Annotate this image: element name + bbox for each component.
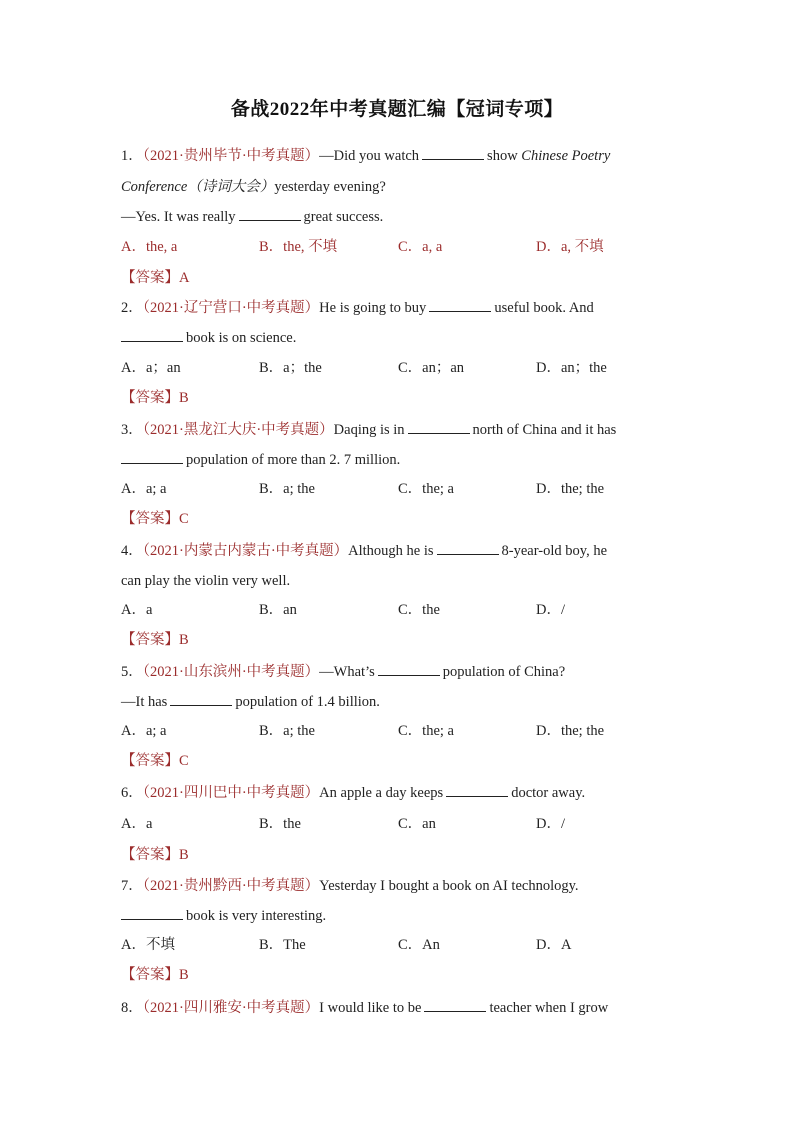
question-source: （2021·贵州黔西·中考真题）: [142, 878, 320, 894]
question-source: （2021·贵州毕节·中考真题）: [142, 148, 320, 164]
answer-blank: [424, 999, 486, 1012]
question-number: 7．: [121, 878, 143, 894]
answer-value: B: [179, 632, 189, 648]
option-a: A．不填: [121, 937, 175, 953]
question-number: 5．: [121, 664, 143, 680]
answer-line: [121, 845, 189, 865]
question-text: useful book. And: [494, 300, 594, 316]
question-text: book is very interesting.: [186, 908, 327, 924]
question-3-line-1: [121, 420, 616, 440]
question-number: 4．: [121, 543, 143, 559]
answer-blank: [121, 907, 183, 920]
option-d: D．/: [536, 602, 565, 618]
question-text: Yesterday I bought a book on AI technology.: [319, 878, 579, 894]
question-text: —What’s: [319, 664, 375, 680]
question-text: I would like to be: [319, 1000, 422, 1016]
answer-value: B: [179, 967, 189, 983]
answer-blank: [422, 147, 484, 160]
question-text: —Yes. It was really: [121, 209, 236, 225]
question-number: 2．: [121, 300, 143, 316]
option-a: A．a: [121, 816, 153, 832]
question-source: （2021·四川雅安·中考真题）: [142, 1000, 320, 1016]
page-title: 备战2022年中考真题汇编【冠词专项】: [230, 99, 564, 120]
answer-blank: [408, 421, 470, 434]
option-b: B．an: [259, 602, 297, 618]
option-d: D．a, 不填: [536, 239, 604, 255]
question-1-line-3: [121, 207, 383, 227]
answer-line: [121, 268, 189, 288]
option-a: A．a; a: [121, 481, 167, 497]
question-source: （2021·山东滨州·中考真题）: [142, 664, 320, 680]
answer-label: 【答案】: [121, 390, 179, 406]
question-text: book is on science.: [186, 330, 297, 346]
answer-blank: [239, 208, 301, 221]
answer-blank: [378, 663, 440, 676]
answer-blank: [429, 299, 491, 312]
question-1-line-1: [121, 146, 610, 166]
question-number: 6．: [121, 785, 143, 801]
question-text: —It has: [121, 694, 168, 710]
question-source: （2021·辽宁营口·中考真题）: [142, 300, 320, 316]
question-8-line-1: [121, 998, 608, 1018]
option-c: C．an；an: [398, 360, 465, 376]
option-a: A．a；an: [121, 360, 181, 376]
answer-line: [121, 751, 189, 771]
question-number: 1．: [121, 148, 143, 164]
answer-blank: [121, 329, 183, 342]
option-a: A．the, a: [121, 239, 178, 255]
answer-line: [121, 630, 189, 650]
option-b: B．the, 不填: [259, 239, 338, 255]
question-5-line-1: [121, 662, 565, 682]
option-d: D．the; the: [536, 481, 605, 497]
question-text: teacher when I grow: [489, 1000, 609, 1016]
question-4-line-1: [121, 541, 607, 561]
option-d: D．the; the: [536, 723, 605, 739]
question-text: doctor away.: [511, 785, 586, 801]
answer-label: 【答案】: [121, 847, 179, 863]
option-b: B．the: [259, 816, 301, 832]
question-text: —Did you watch: [319, 148, 420, 164]
question-7-line-2: [121, 906, 326, 926]
answer-label: 【答案】: [121, 967, 179, 983]
question-source: （2021·黑龙江大庆·中考真题）: [142, 422, 334, 438]
question-text: Daqing is in: [333, 422, 405, 438]
answer-label: 【答案】: [121, 632, 179, 648]
option-c: C．the; a: [398, 481, 454, 497]
answer-value: A: [179, 270, 190, 286]
question-text: Although he is: [348, 543, 434, 559]
question-text: can play the violin very well.: [121, 573, 291, 589]
option-d: D．A: [536, 937, 572, 953]
question-text: population of more than 2. 7 million.: [186, 452, 401, 468]
question-1-line-2: [121, 177, 386, 197]
option-b: B．a；the: [259, 360, 322, 376]
question-7-line-1: [121, 876, 579, 896]
answer-line: [121, 388, 189, 408]
answer-label: 【答案】: [121, 270, 179, 286]
option-c: C．an: [398, 816, 436, 832]
option-d: D．an；the: [536, 360, 607, 376]
question-number: 3．: [121, 422, 143, 438]
question-2-line-2: [121, 328, 296, 348]
question-text: great success.: [303, 209, 384, 225]
answer-value: C: [179, 753, 189, 769]
option-c: C．the: [398, 602, 440, 618]
answer-line: [121, 965, 189, 985]
question-text: yesterday evening?: [274, 179, 386, 195]
option-a: A．a; a: [121, 723, 167, 739]
option-c: C．the; a: [398, 723, 454, 739]
option-c: C．An: [398, 937, 440, 953]
option-b: B．a; the: [259, 723, 315, 739]
question-text: An apple a day keeps: [319, 785, 444, 801]
answer-blank: [121, 451, 183, 464]
answer-value: B: [179, 847, 189, 863]
question-text-italic: Conference（诗词大会）: [121, 179, 275, 195]
question-5-line-2: [121, 692, 380, 712]
question-text: north of China and it has: [472, 422, 617, 438]
answer-blank: [446, 784, 508, 797]
question-source: （2021·四川巴中·中考真题）: [142, 785, 320, 801]
question-6-line-1: [121, 783, 585, 803]
answer-line: [121, 509, 189, 529]
answer-blank: [437, 542, 499, 555]
option-b: B．a; the: [259, 481, 315, 497]
answer-label: 【答案】: [121, 753, 179, 769]
question-number: 8．: [121, 1000, 143, 1016]
option-a: A．a: [121, 602, 153, 618]
answer-blank: [170, 693, 232, 706]
question-source: （2021·内蒙古内蒙古·中考真题）: [142, 543, 349, 559]
answer-value: C: [179, 511, 189, 527]
question-4-line-2: [121, 571, 290, 591]
question-text-italic: Chinese Poetry: [521, 148, 611, 164]
answer-value: B: [179, 390, 189, 406]
option-c: C．a, a: [398, 239, 443, 255]
option-d: D．/: [536, 816, 565, 832]
question-text: 8-year-old boy, he: [501, 543, 608, 559]
question-text: He is going to buy: [319, 300, 427, 316]
question-text: show: [487, 148, 518, 164]
question-text: population of 1.4 billion.: [235, 694, 380, 710]
question-3-line-2: [121, 450, 400, 470]
answer-label: 【答案】: [121, 511, 179, 527]
question-2-line-1: [121, 298, 594, 318]
question-text: population of China?: [442, 664, 566, 680]
option-b: B．The: [259, 937, 306, 953]
